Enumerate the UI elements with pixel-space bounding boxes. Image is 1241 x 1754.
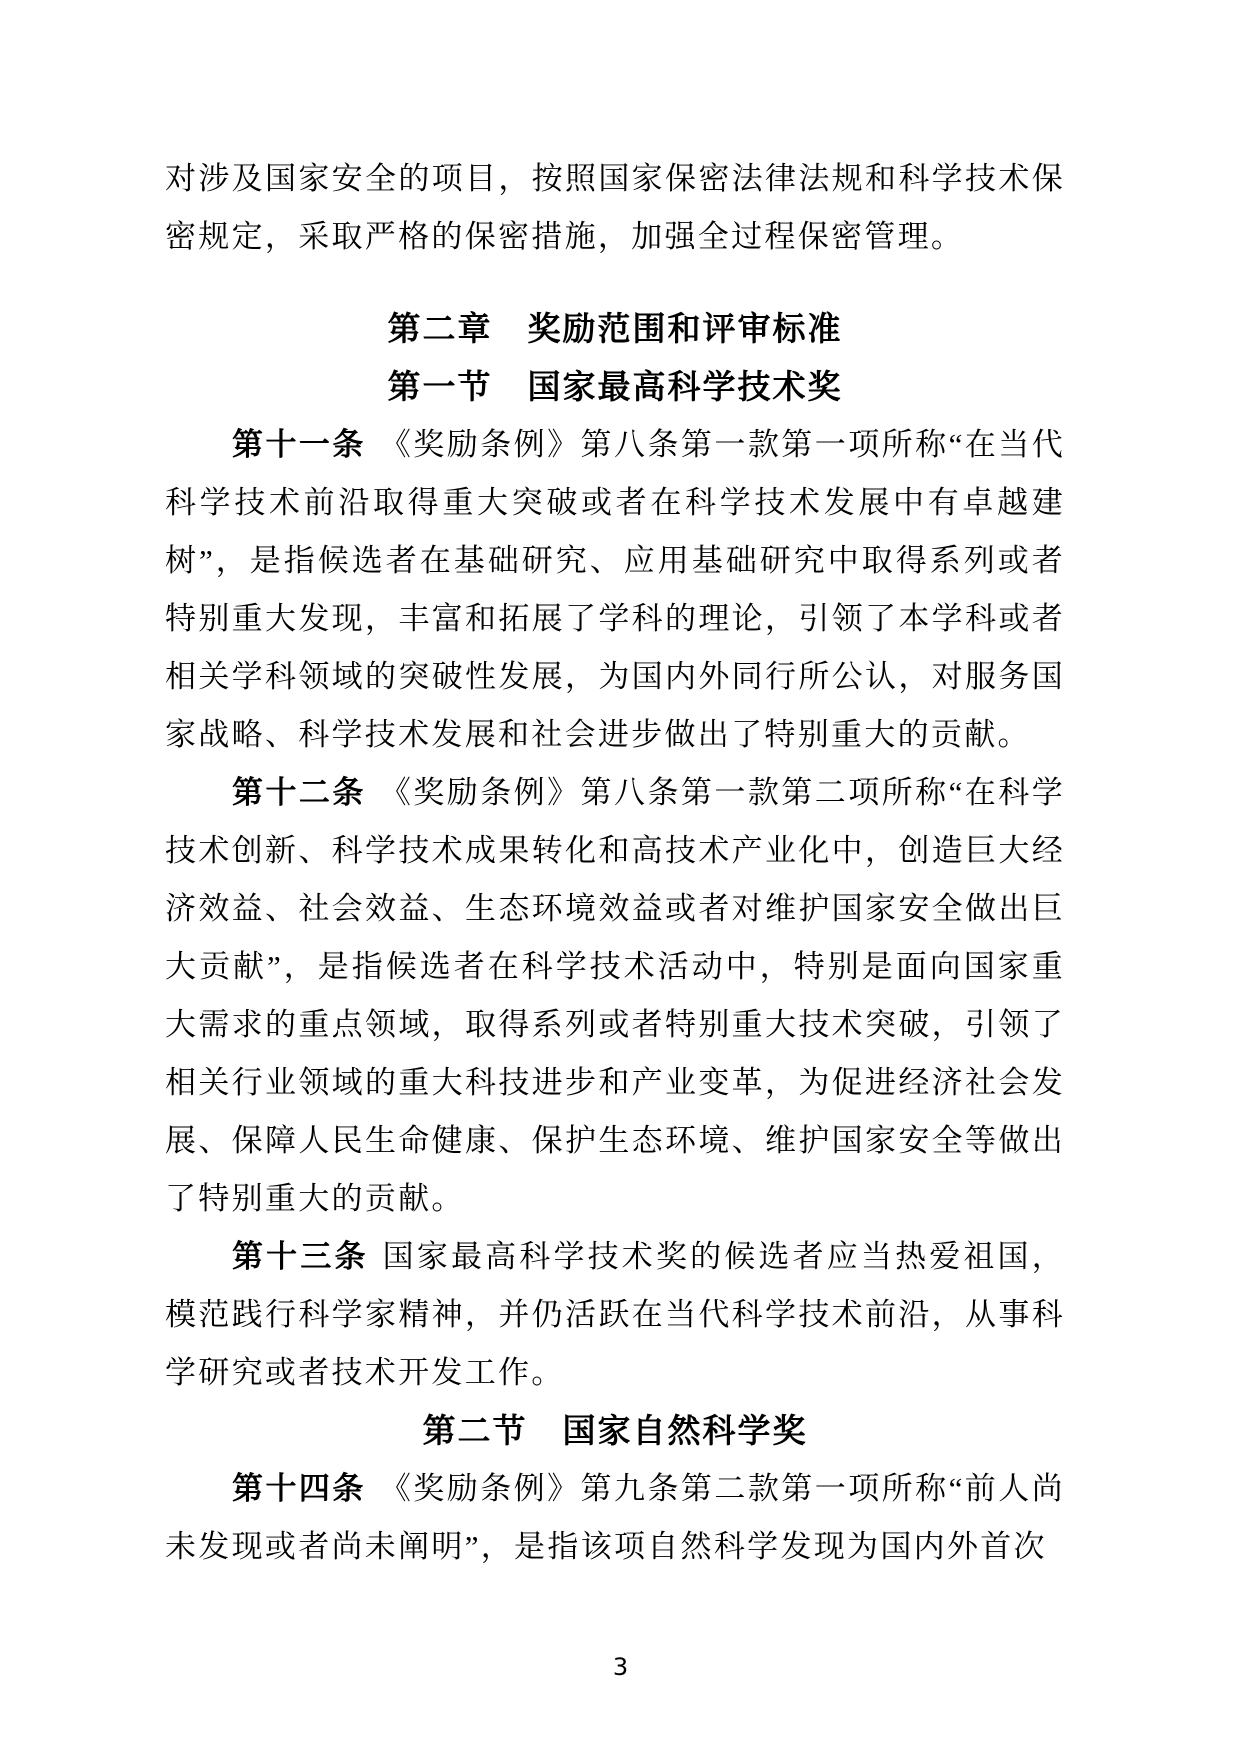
article-13 — [165, 1228, 1065, 1402]
article-14-number: 第十四条 — [232, 1471, 366, 1506]
document-content — [165, 150, 1065, 1576]
section-heading-1: 第一节 国家最高科学技术奖 — [387, 368, 843, 405]
article-14-text: 《奖励条例》第九条第二款第一项所称“前人尚未发现或者尚未阐明”，是指该项自然科学发现为国内外首次 — [165, 1471, 1065, 1564]
paragraph-secrecy-continuation: 对涉及国家安全的项目，按照国家保密法律法规和科学技术保密规定，采取严格的保密措施，加强全过程保密管理。 — [165, 161, 1065, 254]
article-11-text: 《奖励条例》第八条第一款第一项所称“在当代科学技术前沿取得重大突破或者在科学技术发展中有卓越建树”，是指候选者在基础研究、应用基础研究中取得系列或者特别重大发现，丰富和拓展了学科的理论，引领了本学科或者相关学科领域的突破性发展，为国内外同行所公认，对服务国家战略、科学技术发展和社会进步做出了特别重大的贡献。 — [165, 427, 1065, 752]
article-14 — [165, 1460, 1065, 1576]
article-11 — [165, 416, 1065, 764]
article-13-number: 第十三条 — [232, 1239, 369, 1274]
section-heading-2: 第二节 国家自然科学奖 — [422, 1412, 808, 1449]
article-13-text: 国家最高科学技术奖的候选者应当热爱祖国，模范践行科学家精神，并仍活跃在当代科学技术前沿，从事科学研究或者技术开发工作。 — [165, 1239, 1066, 1390]
chapter-heading: 第二章 奖励范围和评审标准 — [387, 310, 843, 347]
article-12-number: 第十二条 — [232, 775, 366, 810]
article-12-text: 《奖励条例》第八条第一款第二项所称“在科学技术创新、科学技术成果转化和高技术产业化中，创造巨大经济效益、社会效益、生态环境效益或者对维护国家安全做出巨大贡献”，是指候选者在科学技术活动中，特别是面向国家重大需求的重点领域，取得系列或者特别重大技术突破，引领了相关行业领域的重大科技进步和产业变革，为促进经济社会发展、保障人民生命健康、保护生态环境、维护国家安全等做出了特别重大的贡献。 — [165, 775, 1065, 1216]
page-number: 3 — [612, 1653, 629, 1681]
article-11-number: 第十一条 — [232, 427, 366, 462]
article-12 — [165, 764, 1065, 1228]
